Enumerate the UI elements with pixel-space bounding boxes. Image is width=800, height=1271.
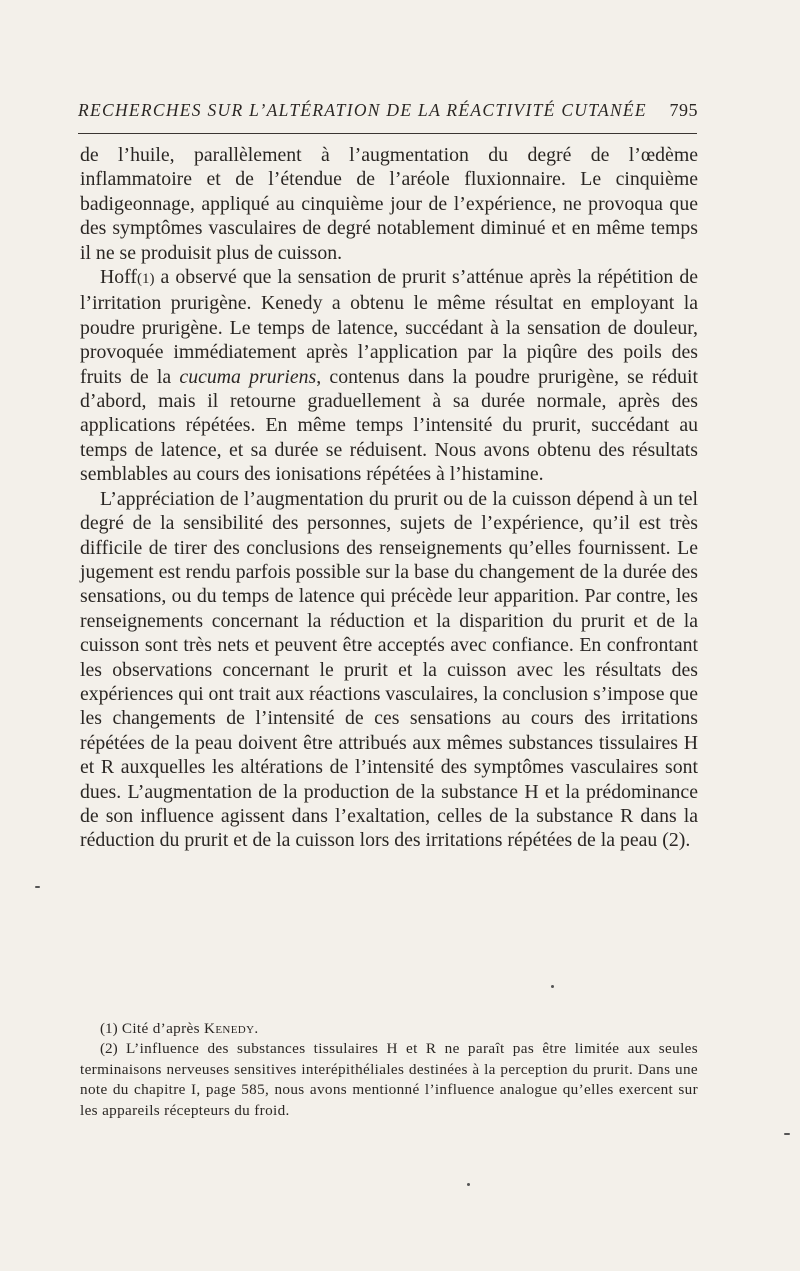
footnote-1-end: . [254,1020,259,1037]
running-header [78,98,698,132]
paragraph-1: de l’huile, parallèlement à l’augmentation du degré de l’œdème inflammatoire et de l’étendue de l’aréole fluxionnaire. Le cinquième badigeonnage, appliqué au cinquième jour de l’expérience, ne provoqua que des symptômes vasculaires de degré notablement diminué et en même temps il ne se produisit plus de cuisson. [80,144,698,264]
body-text [80,143,698,853]
author-name: Hoff [100,266,137,289]
footnotes [80,1019,698,1121]
print-speck [784,1133,790,1135]
print-speck [551,985,554,988]
footnote-2-number: (2) [100,1040,118,1058]
paragraph-2-part-b: , contenus dans la poudre prurigène, se réduit d’abord, mais il retourne graduellement à sa durée normale, après des applications répétées. En même temps l’intensité du prurit, succédant au temps de latence, et sa durée se réduisent. Nous avons obtenu des résultats semblables au cours des ionisations répétées à l’histamine. [80,365,698,486]
footnote-2 [80,1039,698,1121]
header-rule [78,133,697,134]
running-title: RECHERCHES SUR L’ALTÉRATION DE LA RÉACTIVITÉ CUTANÉE [78,100,647,120]
print-speck [467,1183,470,1186]
footnote-1-number: (1) [100,1020,118,1037]
footnote-1-author: Kenedy [204,1020,255,1037]
species-name: cucuma pruriens [179,365,317,388]
paragraph-3: L’appréciation de l’augmentation du prurit ou de la cuisson dépend à un tel degré de la sensibilité des personnes, sujets de l’expérience, qu’il est très difficile de tirer des conclusions des renseignements qu’elles fournissent. Le jugement est rendu parfois possible sur la base du changement de la durée des sensations, ou du temps de latence qui précède leur apparition. Par contre, les renseignements concernant la réduction et la disparition du prurit et de la cuisson sont très nets et peuvent être acceptés avec confiance. En confrontant les observations concernant le prurit et la cuisson avec les résultats des expériences qui ont trait aux réactions vasculaires, la conclusion s’impose que les changements de l’intensité de ces sensations au cours des irritations répétées de la peau doivent être attribués aux mêmes substances tissulaires H et R auxquelles les altérations de l’intensité des symptômes vasculaires sont dues. L’augmentation de la production de la substance H et la prédominance de son influence agissent dans l’exaltation, celles de la substance R dans la réduction du prurit et de la cuisson lors des irritations répétées de la peau (2). [80,487,698,852]
footnote-1-text: Cité d’après [121,1020,205,1037]
footnote-1 [80,1019,698,1039]
page-number: 795 [669,100,698,120]
paragraph-2-part-a: a observé que la sensation de prurit s’atténue après la répétition de l’irritation prurigène. Kenedy a obtenu le même résultat en employant la poudre prurigène. Le temps de latence, succédant à la sensation de douleur, provoquée immédiatement après l’application par la piqûre des poils des fruits de la [80,266,698,388]
footnote-2-text: L’influence des substances tissulaires H et R ne paraît pas être limitée aux seules terminaisons nerveuses sensitives interépithéliales destinées à la perception du prurit. Dans une note du chapitre I, page 585, nous avons mentionné l’influence analogue qu’elles exercent sur les appareils récepteurs du froid. [80,1040,698,1119]
print-speck [35,886,40,888]
footnote-ref-1: (1) [137,271,155,288]
paragraph-2 [80,265,698,487]
